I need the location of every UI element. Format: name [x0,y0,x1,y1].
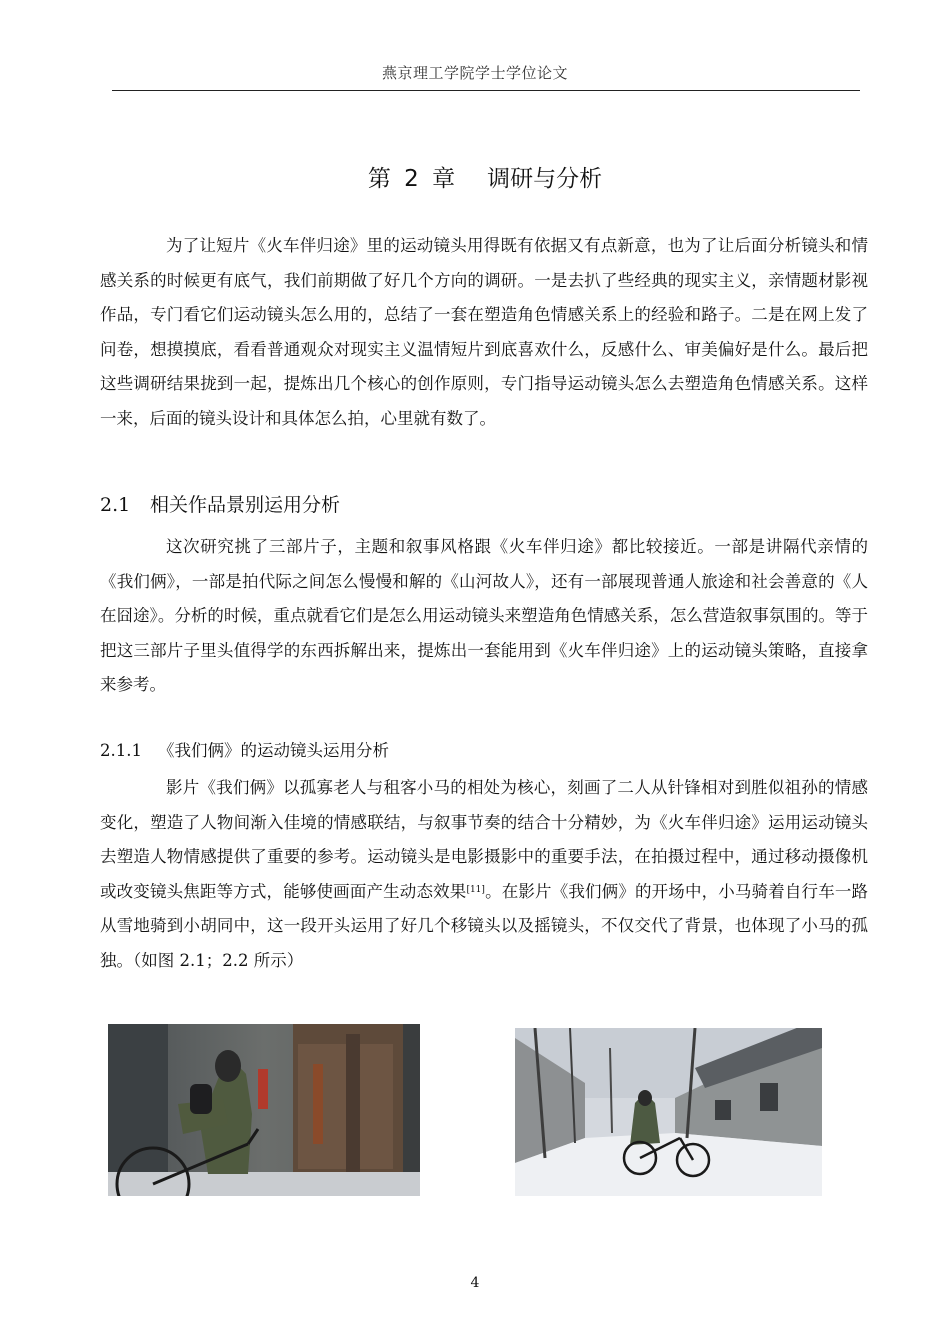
section-2-1-paragraph: 这次研究挑了三部片子，主题和叙事风格跟《火车伴归途》都比较接近。一部是讲隔代亲情的《我们俩》，一部是拍代际之间怎么慢慢和解的《山河故人》，还有一部展现普通人旅途和社会善意的《人在囧途》。分析的时候，重点就看它们是怎么用运动镜头来塑造角色情感关系，怎么营造叙事氛围的。等于把这三部片子里头值得学的东西拆解出来，提炼出一套能用到《火车伴归途》上的运动镜头策略，直接拿来参考。 [100,537,868,694]
section-number: 2.1 [100,494,131,516]
citation-reference: [11] [466,884,485,895]
film-still-2-1 [108,1024,420,1196]
intro-paragraph: 为了让短片《火车伴归途》里的运动镜头用得既有依据又有点新意，也为了让后面分析镜头和情感关系的时候更有底气，我们前期做了好几个方向的调研。一是去扒了些经典的现实主义，亲情题材影视作品，专门看它们运动镜头怎么用的，总结了一套在塑造角色情感关系上的经验和路子。二是在网上发了问卷，想摸摸底，看看普通观众对现实主义温情短片到底喜欢什么，反感什么、审美偏好是什么。最后把这些调研结果拢到一起，提炼出几个核心的创作原则，专门指导运动镜头怎么去塑造角色情感关系。这样一来，后面的镜头设计和具体怎么拍，心里就有数了。 [100,236,868,428]
subsection-heading-2-1-1 [100,737,389,761]
page-number: 4 [470,1275,480,1291]
section-heading-2-1 [100,490,340,517]
section-2-1-1-paragraph [100,771,868,978]
subsection-number: 2.1.1 [100,741,142,760]
chapter-title: 调研与分析 [487,166,603,192]
film-still-2-2-image [515,1028,822,1196]
header-divider [112,90,860,91]
section-title: 相关作品景别运用分析 [150,494,341,516]
film-still-2-2 [515,1028,822,1196]
paragraph-text: 影片《我们俩》以孤寡老人与租客小马的相处为核心，刻画了二人从针锋相对到胜似祖孙的情感变化，塑造了人物间渐入佳境的情感联结，与叙事节奏的结合十分精妙，为《火车伴归途》运用运动镜头去塑造人物情感提供了重要的参考。运动镜头是电影摄影中的重要手法，在拍摄过程中，通过移动摄像机或改变镜头焦距等方式，能够使画面产生动态效果 [100,778,868,901]
chapter-number: 第 2 章 [367,166,456,192]
subsection-title: 《我们俩》的运动镜头运用分析 [158,741,389,760]
paragraph-text-continued: 。在影片《我们俩》的开场中，小马骑着自行车一路从雪地骑到小胡同中，这一段开头运用了好几个移镜头以及摇镜头，不仅交代了背景，也体现了小马的孤独。（如图 2.1；2.2 所示） [100,881,869,970]
running-header: 燕京理工学院学士学位论文 [381,64,568,82]
chapter-heading [0,160,950,193]
film-still-2-1-image [108,1024,420,1196]
